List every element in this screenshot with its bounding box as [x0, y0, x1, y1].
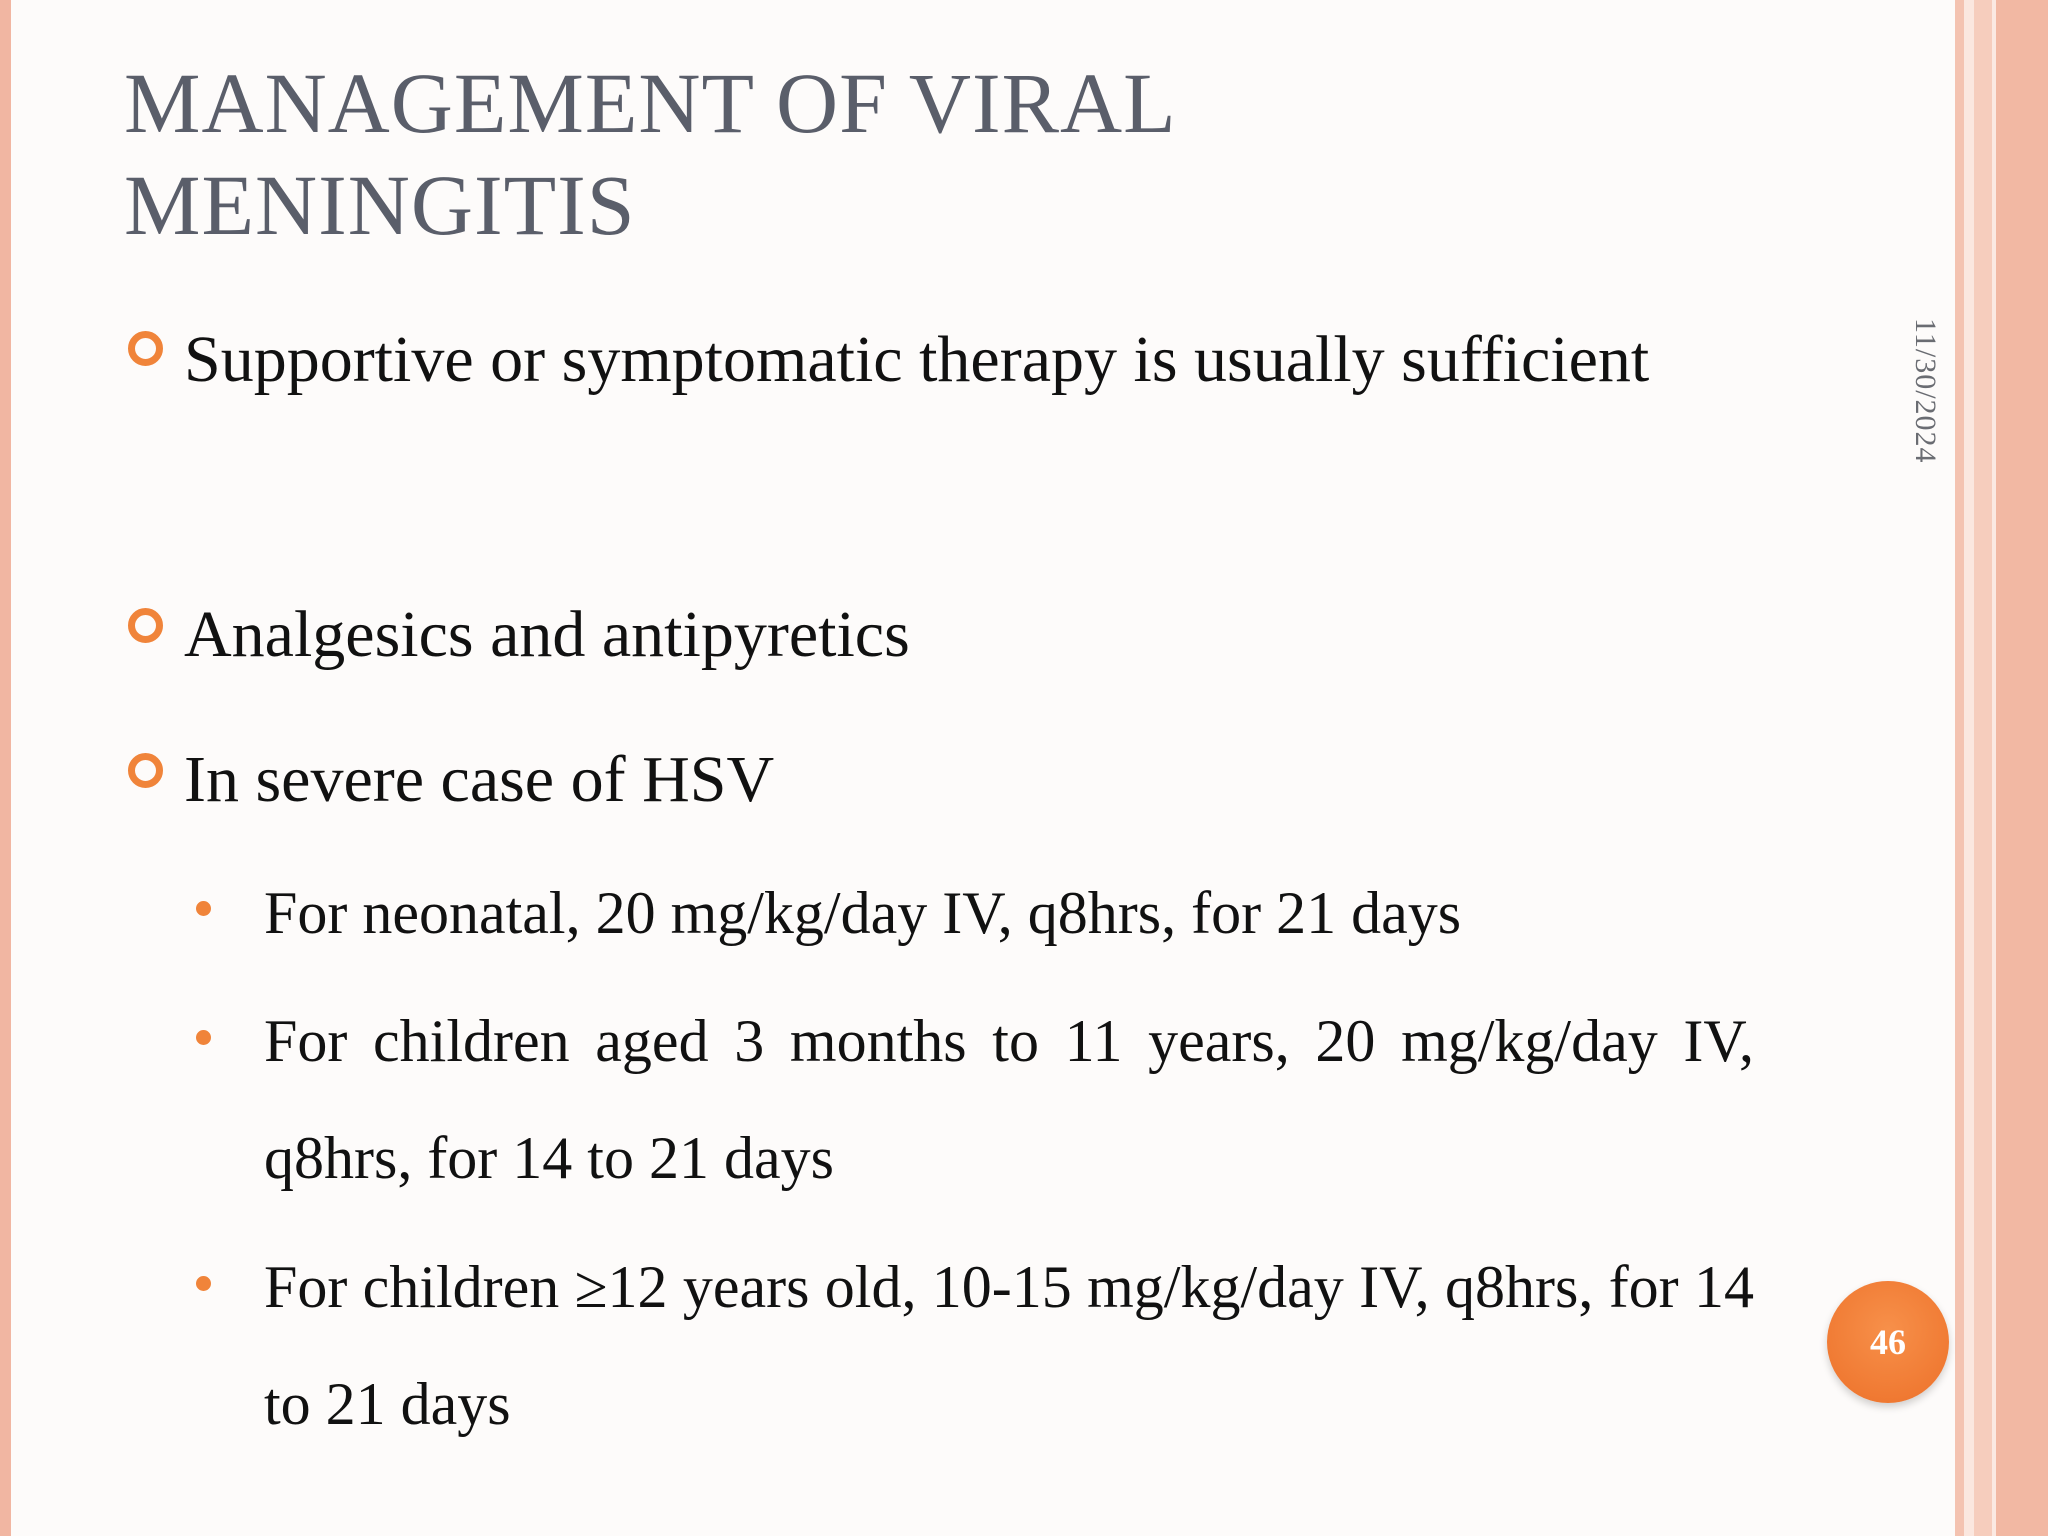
dot-bullet-icon	[196, 1276, 211, 1291]
slide-title-line-1: MANAGEMENT OF VIRAL	[124, 55, 1177, 151]
dot-bullet-icon	[196, 901, 211, 916]
bullet-item: Analgesics and antipyretics	[184, 598, 910, 671]
ring-bullet-icon	[128, 753, 163, 788]
right-decorative-stripe	[1955, 0, 1964, 1536]
slide-title-line-2: MENINGITIS	[124, 157, 636, 253]
left-decorative-stripe	[0, 0, 11, 1536]
page-number: 46	[1870, 1322, 1906, 1362]
sub-bullet-item: For neonatal, 20 mg/kg/day IV, q8hrs, for 21 days	[264, 880, 1462, 946]
dot-bullet-icon	[196, 1030, 211, 1045]
slide-date: 11/30/2024	[1909, 318, 1942, 464]
page-number-badge	[1827, 1281, 1949, 1403]
sub-bullet-item: For children aged 3 months to 11 years, 20 mg/kg/day IV, q8hrs, for 14 to 21 days	[264, 1008, 1754, 1191]
ring-bullet-icon	[128, 331, 163, 366]
bullet-item: Supportive or symptomatic therapy is usually sufficient	[184, 323, 1650, 396]
sub-bullet-item: For children ≥12 years old, 10-15 mg/kg/day IV, q8hrs, for 14 to 21 days	[264, 1254, 1754, 1437]
right-decorative-stripe	[1964, 0, 1974, 1536]
bullet-item: In severe case of HSV	[184, 743, 775, 816]
right-decorative-stripe	[1974, 0, 1992, 1536]
slide-title	[124, 52, 1624, 256]
right-decorative-stripe	[1996, 0, 2048, 1536]
ring-bullet-icon	[128, 608, 163, 643]
